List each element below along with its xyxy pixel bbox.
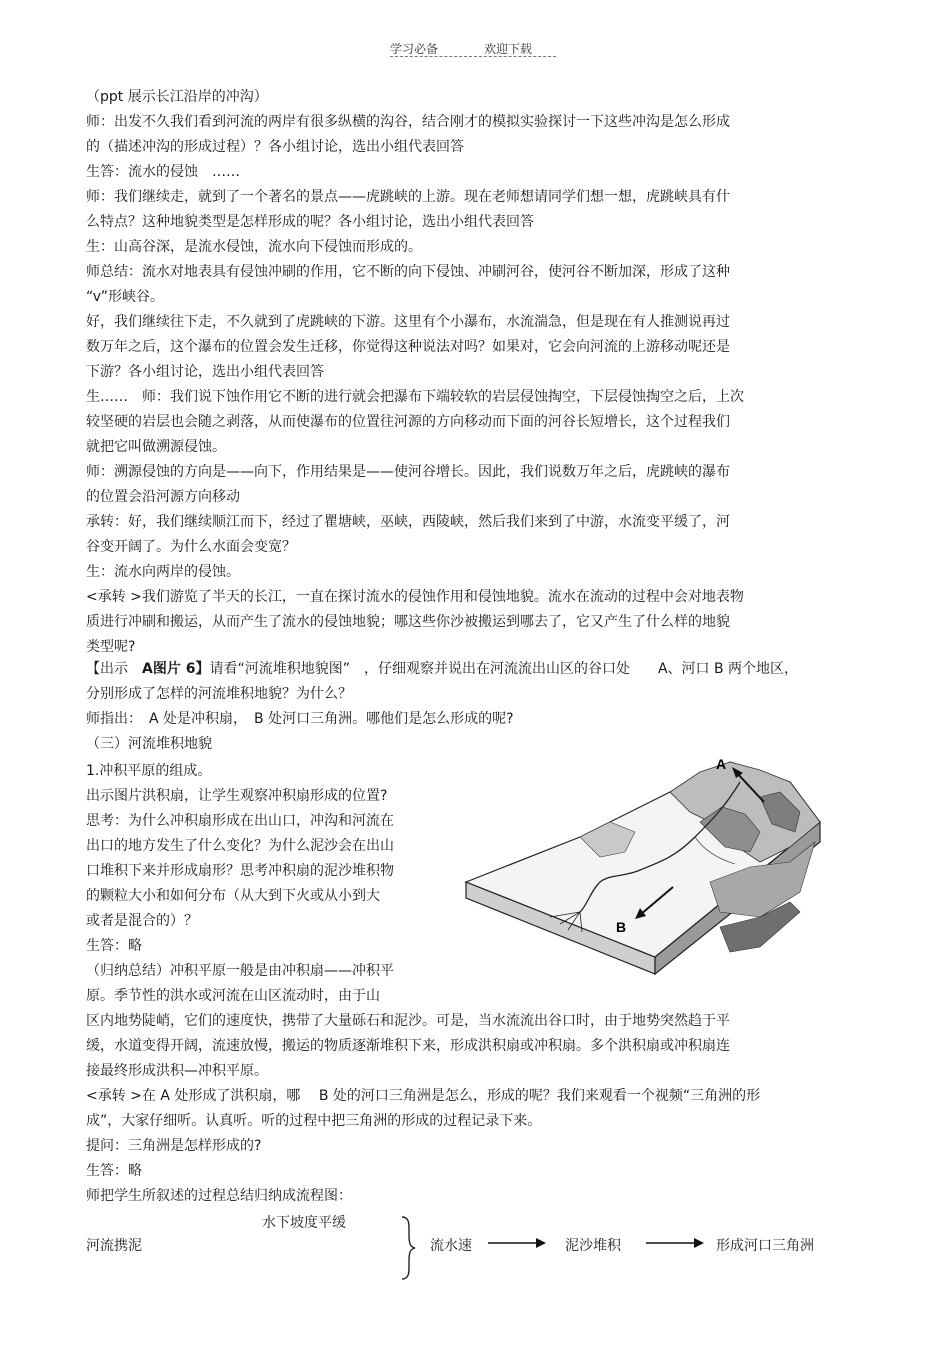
text-line: 生：山高谷深，是流水侵蚀，流水向下侵蚀而形成的。	[86, 239, 422, 255]
text-line: 的（描述冲沟的形成过程）？各小组讨论，选出小组代表回答	[86, 139, 464, 155]
text-line: <承转 >我们游览了半天的长江，一直在探讨流水的侵蚀作用和侵蚀地貌。流水在流动的过程中会对地表物	[86, 589, 744, 605]
alluvial-fan-delta-figure	[460, 752, 830, 982]
flow-step-1: 流水速	[430, 1238, 472, 1254]
text-line: （归纳总结）冲积平原一般是由冲积扇——冲积平	[86, 963, 394, 979]
text-line: 生答：略	[86, 1163, 142, 1179]
text-line: （三）河流堆积地貌	[86, 736, 212, 752]
flow-step-3: 形成河口三角洲	[716, 1238, 814, 1254]
text-line: 的颗粒大小和如何分布（从大到下火或从小到大	[86, 888, 380, 904]
header-left: 学习必备	[390, 42, 439, 56]
text-line: 生…… 师：我们说下蚀作用它不断的进行就会把瀑布下端较软的岩层侵蚀掏空，下层侵蚀掏空之后，上次	[86, 389, 744, 405]
text-line: 师：溯源侵蚀的方向是——向下，作用结果是——使河谷增长。因此，我们说数万年之后，虎跳峡的瀑布	[86, 464, 730, 480]
flow-arrow-2	[646, 1236, 706, 1250]
flow-source: 河流携泥	[86, 1238, 142, 1254]
text-line: 师总结：流水对地表具有侵蚀冲刷的作用，它不断的向下侵蚀、冲刷河谷，使河谷不断加深，形成了这种	[86, 264, 730, 280]
text-line: 质进行冲刷和搬运，从而产生了流水的侵蚀地貌；哪这些你沙被搬运到哪去了，它又产生了什么样的地貌	[86, 614, 730, 630]
text-line: 承转：好，我们继续顺江而下，经过了瞿塘峡，巫峡，西陵峡，然后我们来到了中游，水流变平缓了，河	[86, 514, 730, 530]
page-header	[390, 40, 532, 57]
text-line: 生答：略	[86, 938, 142, 954]
text-line: 思考：为什么冲积扇形成在出山口，冲沟和河流在	[86, 813, 394, 829]
text-line: 或者是混合的）？	[86, 913, 198, 929]
text-line: 出口的地方发生了什么变化？为什么泥沙会在出山	[86, 838, 394, 854]
flow-top-label: 水下坡度平缓	[262, 1215, 346, 1231]
text-line: 生：流水向两岸的侵蚀。	[86, 564, 240, 580]
text-line: 提问：三角洲是怎样形成的?	[86, 1138, 262, 1154]
text-line: 师把学生所叙述的过程总结归纳成流程图：	[86, 1188, 352, 1204]
text-line: 师：我们继续走，就到了一个著名的景点——虎跳峡的上游。现在老师想请同学们想一想，虎跳峡具有什	[86, 189, 730, 205]
header-right: 欢迎下载	[484, 42, 533, 56]
text-line: 的位置会沿河源方向移动	[86, 489, 240, 505]
text-line: 好，我们继续往下走，不久就到了虎跳峡的下游。这里有个小瀑布，水流湍急，但是现在有人推测说再过	[86, 314, 730, 330]
label-b: B	[616, 919, 627, 935]
show-figure-instruction: 请看“河流堆积地貌图” ，仔细观察并说出在河流流出山区的谷口处 A、河口 B 两个地区，	[209, 661, 799, 677]
text-line: 较坚硬的岩层也会随之剥落，从而使瀑布的位置往河源的方向移动而下面的河谷长短增长，这个过程我们	[86, 414, 730, 430]
text-line: 师：出发不久我们看到河流的两岸有很多纵横的沟谷，结合刚才的模拟实验探讨一下这些冲沟是怎么形成	[86, 114, 730, 130]
text-line: 下游？各小组讨论，选出小组代表回答	[86, 364, 324, 380]
label-a: A	[716, 756, 727, 772]
text-line: 接最终形成洪积—冲积平原。	[86, 1063, 268, 1079]
text-line: <承转 >在 A 处形成了洪积扇，哪 B 处的河口三角洲是怎么，形成的呢？我们来观看一个视频“三角洲的形	[86, 1088, 761, 1104]
text-line: 分别形成了怎样的河流堆积地貌？为什么？	[86, 686, 352, 702]
header-divider	[390, 56, 556, 57]
show-figure-line	[86, 660, 798, 678]
text-line: 成”，大家仔细听。认真听。听的过程中把三角洲的形成的过程记录下来。	[86, 1113, 542, 1129]
show-figure-ref: A图片 6】	[142, 661, 210, 677]
text-line: 原。季节性的洪水或河流在山区流动时，由于山	[86, 988, 380, 1004]
flow-arrow-1	[488, 1236, 548, 1250]
flow-brace	[398, 1215, 418, 1281]
text-line: 师指出： A 处是冲积扇， B 处河口三角洲。哪他们是怎么形成的呢?	[86, 711, 514, 727]
text-line: 区内地势陡峭，它们的速度快，携带了大量砾石和泥沙。可是，当水流流出谷口时，由于地势突然趋于平	[86, 1013, 730, 1029]
flow-step-2: 泥沙堆积	[565, 1238, 621, 1254]
text-line: 谷变开阔了。为什么水面会变宽？	[86, 539, 296, 555]
text-line: 口堆积下来并形成扇形？思考冲积扇的泥沙堆积物	[86, 863, 394, 879]
text-line: 1.冲积平原的组成。	[86, 763, 212, 779]
text-line: 生答：流水的侵蚀 ……	[86, 164, 240, 180]
text-line: “v”形峡谷。	[86, 289, 165, 305]
text-line: 数万年之后，这个瀑布的位置会发生迁移，你觉得这种说法对吗？如果对，它会向河流的上游移动呢还是	[86, 339, 730, 355]
text-line: 类型呢?	[86, 639, 136, 655]
text-line: 么特点？这种地貌类型是怎样形成的呢？各小组讨论，选出小组代表回答	[86, 214, 534, 230]
text-line: 出示图片洪积扇，让学生观察冲积扇形成的位置?	[86, 788, 388, 804]
text-line: （ppt 展示长江沿岸的冲沟）	[86, 89, 268, 105]
text-line: 缓，水道变得开阔，流速放慢，搬运的物质逐渐堆积下来，形成洪积扇或冲积扇。多个洪积扇或冲积扇连	[86, 1038, 730, 1054]
show-prefix: 【出示	[86, 661, 142, 677]
text-line: 就把它叫做溯源侵蚀。	[86, 439, 226, 455]
